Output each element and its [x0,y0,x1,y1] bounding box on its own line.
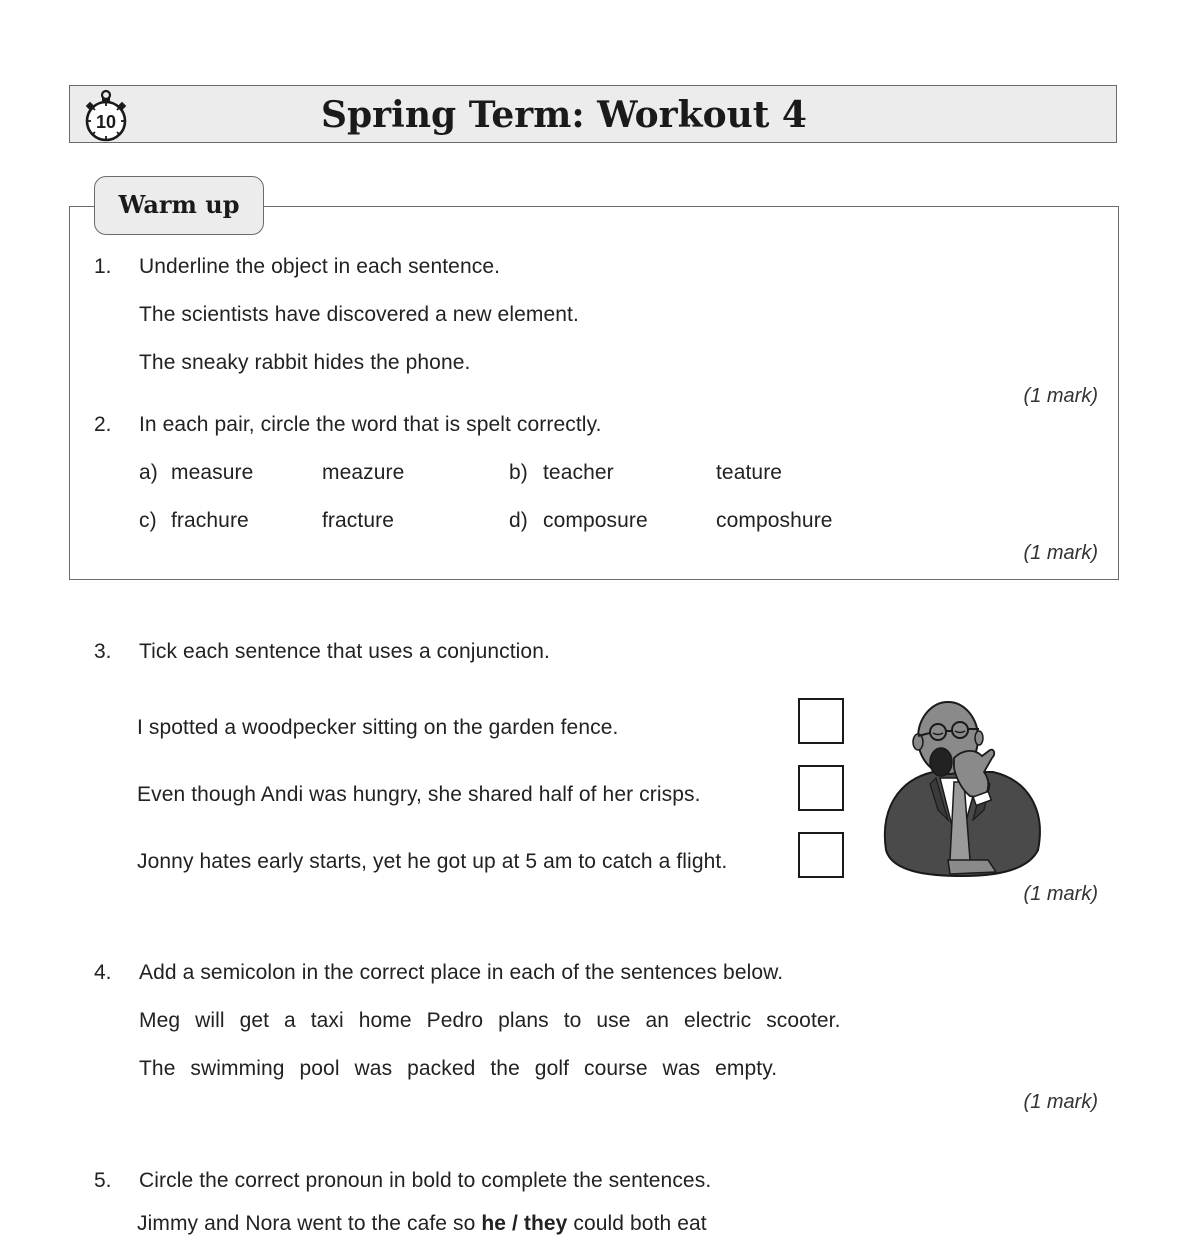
pair-letter: c) [139,509,157,532]
question-prompt: Circle the correct pronoun in bold to complete the sentences. [139,1169,712,1192]
word-option[interactable]: composhure [716,509,833,532]
word-option[interactable]: composure [543,509,648,532]
sentence-end: could both eat [567,1212,707,1235]
pair-letter: d) [509,509,528,532]
word-option[interactable]: teacher [543,461,614,484]
sentence[interactable]: Meg will get a taxi home Pedro plans to use an electric scooter. [139,1009,841,1032]
question-number: 3. [94,640,112,663]
question-prompt: Tick each sentence that uses a conjunction. [139,640,550,663]
pair-letter: a) [139,461,158,484]
pronoun-separator: / [506,1212,524,1235]
question-number: 2. [94,413,112,436]
tick-box[interactable] [798,765,844,811]
question-number: 1. [94,255,112,278]
stopwatch-icon [80,88,132,142]
mark-label: (1 mark) [1023,1091,1098,1113]
sentence: Even though Andi was hungry, she shared half of her crisps. [137,783,701,806]
sentence: I spotted a woodpecker sitting on the garden fence. [137,716,619,739]
mark-label: (1 mark) [1023,385,1098,407]
title-bar [69,85,1117,143]
word-option[interactable]: frachure [171,509,249,532]
sentence: Jonny hates early starts, yet he got up at 5 am to catch a flight. [137,850,728,873]
sentence[interactable]: The swimming pool was packed the golf course was empty. [139,1057,778,1080]
mark-label: (1 mark) [1023,542,1098,564]
partial-sentence [137,1212,707,1236]
pair-letter: b) [509,461,528,484]
yawning-man-illustration [878,700,1048,880]
question-prompt: In each pair, circle the word that is spelt correctly. [139,413,602,436]
question-number: 4. [94,961,112,984]
warm-up-tab [94,176,264,235]
tick-box[interactable] [798,698,844,744]
word-option[interactable]: measure [171,461,254,484]
tick-box[interactable] [798,832,844,878]
pronoun-option-he[interactable]: he [481,1212,507,1235]
question-prompt: Underline the object in each sentence. [139,255,501,278]
word-option[interactable]: fracture [322,509,394,532]
warm-up-label: Warm up [118,190,240,219]
question-number: 5. [94,1169,112,1192]
pronoun-option-they[interactable]: they [523,1212,568,1235]
question-prompt: Add a semicolon in the correct place in each of the sentences below. [139,961,784,984]
word-option[interactable]: meazure [322,461,405,484]
sentence[interactable]: The scientists have discovered a new element. [139,303,579,326]
sentence-start: Jimmy and Nora went to the cafe so [137,1212,482,1235]
word-option[interactable]: teature [716,461,783,484]
page-title: Spring Term: Workout 4 [321,94,807,136]
timer-minutes: 10 [95,112,117,132]
mark-label: (1 mark) [1023,883,1098,905]
sentence[interactable]: The sneaky rabbit hides the phone. [139,351,471,374]
